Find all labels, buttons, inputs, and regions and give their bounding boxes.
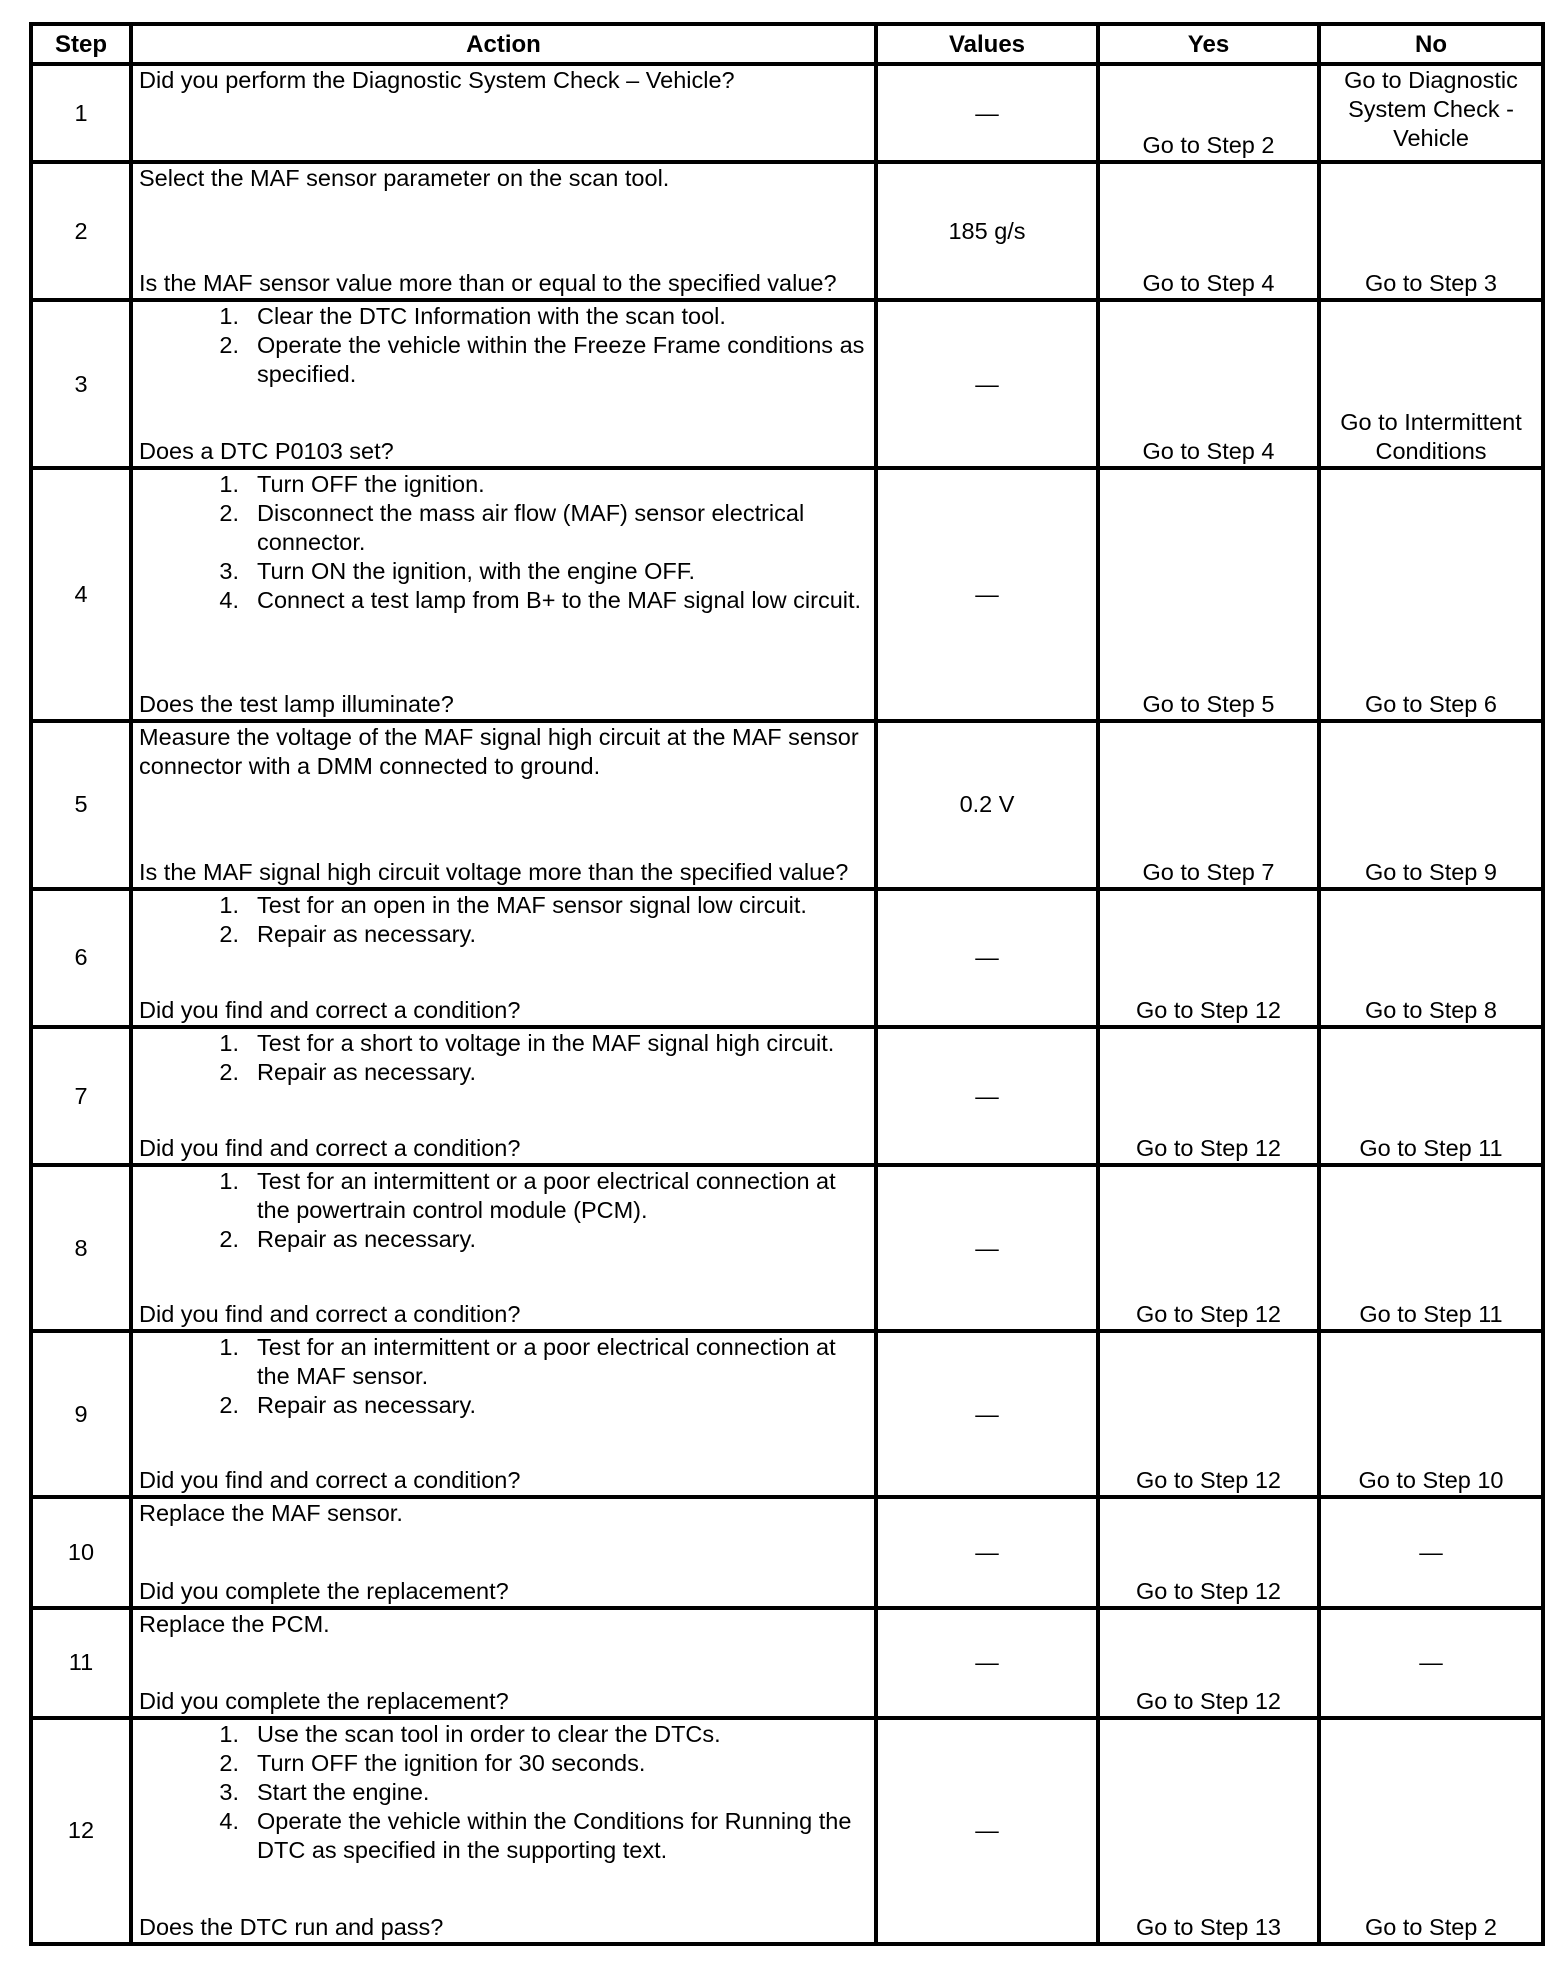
action-content <box>139 1167 868 1329</box>
action-cell <box>131 1331 876 1497</box>
list-number: 4. <box>219 1807 239 1834</box>
value-cell: — <box>876 300 1098 468</box>
list-number: 3. <box>219 558 239 585</box>
action-list-item <box>139 1749 868 1778</box>
step-number: 5 <box>31 721 131 889</box>
action-question: Did you complete the replacement? <box>139 1687 509 1714</box>
table-row <box>31 64 1543 162</box>
yes-cell: Go to Step 7 <box>1098 721 1319 889</box>
action-list <box>139 470 868 615</box>
list-text: Repair as necessary. <box>257 1392 476 1419</box>
yes-cell: Go to Step 5 <box>1098 468 1319 720</box>
table-row <box>31 889 1543 1027</box>
action-content <box>139 1333 868 1495</box>
yes-cell: Go to Step 12 <box>1098 1027 1319 1165</box>
table-row <box>31 468 1543 720</box>
no-cell: Go to Diagnostic System Check - Vehicle <box>1319 64 1543 162</box>
action-list <box>139 1720 868 1865</box>
action-cell <box>131 300 876 468</box>
table-row <box>31 1331 1543 1497</box>
list-text: Test for a short to voltage in the MAF signal high circuit. <box>257 1029 835 1056</box>
action-cell <box>131 162 876 300</box>
step-number: 12 <box>31 1718 131 1944</box>
action-intro: Select the MAF sensor parameter on the scan tool. <box>139 165 670 192</box>
action-content <box>139 66 868 160</box>
action-list <box>139 1333 868 1420</box>
table-row <box>31 1027 1543 1165</box>
no-cell: Go to Step 8 <box>1319 889 1543 1027</box>
no-cell: — <box>1319 1497 1543 1607</box>
value-cell: — <box>876 1027 1098 1165</box>
list-text: Test for an intermittent or a poor electrical connection at the powertrain control module (PCM). <box>257 1168 836 1224</box>
action-question: Did you find and correct a condition? <box>139 1301 521 1328</box>
action-list-item <box>139 1778 868 1807</box>
list-text: Operate the vehicle within the Conditions for Running the DTC as specified in the supporting text. <box>257 1807 852 1863</box>
value-cell: — <box>876 1718 1098 1944</box>
step-number: 2 <box>31 162 131 300</box>
action-question: Is the MAF signal high circuit voltage more than the specified value? <box>139 858 849 885</box>
step-number: 9 <box>31 1331 131 1497</box>
action-question: Does the test lamp illuminate? <box>139 690 454 717</box>
action-list-item <box>139 1029 868 1058</box>
action-cell <box>131 64 876 162</box>
list-text: Use the scan tool in order to clear the DTCs. <box>257 1720 721 1747</box>
action-top <box>139 66 868 95</box>
table-row <box>31 1165 1543 1331</box>
action-top <box>139 1610 868 1639</box>
header-step: Step <box>31 24 131 64</box>
value-cell: — <box>876 468 1098 720</box>
header-yes: Yes <box>1098 24 1319 64</box>
action-question: Did you complete the replacement? <box>139 1577 509 1604</box>
action-cell <box>131 1718 876 1944</box>
action-content <box>139 1029 868 1163</box>
no-cell: — <box>1319 1608 1543 1718</box>
action-top <box>139 1720 868 1865</box>
list-text: Repair as necessary. <box>257 920 476 947</box>
value-cell: — <box>876 64 1098 162</box>
step-number: 10 <box>31 1497 131 1607</box>
action-list <box>139 302 868 389</box>
action-list-item <box>139 557 868 586</box>
no-cell: Go to Intermittent Conditions <box>1319 300 1543 468</box>
action-list-item <box>139 586 868 615</box>
action-list-item <box>139 1167 868 1225</box>
list-number: 1. <box>219 1168 239 1195</box>
list-text: Start the engine. <box>257 1778 430 1805</box>
action-list <box>139 1167 868 1254</box>
list-number: 2. <box>219 500 239 527</box>
step-number: 6 <box>31 889 131 1027</box>
action-list-item <box>139 331 868 389</box>
action-list-item <box>139 891 868 920</box>
action-list <box>139 891 868 949</box>
list-number: 2. <box>219 1058 239 1085</box>
action-cell <box>131 1608 876 1718</box>
value-cell: 185 g/s <box>876 162 1098 300</box>
list-number: 2. <box>219 1226 239 1253</box>
no-cell: Go to Step 9 <box>1319 721 1543 889</box>
no-cell: Go to Step 11 <box>1319 1027 1543 1165</box>
list-number: 2. <box>219 920 239 947</box>
action-content <box>139 470 868 718</box>
action-top <box>139 470 868 615</box>
no-cell: Go to Step 10 <box>1319 1331 1543 1497</box>
list-number: 1. <box>219 1334 239 1361</box>
action-question: Does a DTC P0103 set? <box>139 438 394 465</box>
list-number: 2. <box>219 1749 239 1776</box>
list-text: Test for an intermittent or a poor electrical connection at the MAF sensor. <box>257 1334 836 1390</box>
step-number: 11 <box>31 1608 131 1718</box>
action-intro: Measure the voltage of the MAF signal high circuit at the MAF sensor connector with a DMM connected to ground. <box>139 723 859 779</box>
list-number: 2. <box>219 332 239 359</box>
yes-cell: Go to Step 12 <box>1098 1165 1319 1331</box>
action-list-item <box>139 499 868 557</box>
value-cell: — <box>876 1331 1098 1497</box>
action-list-item <box>139 920 868 949</box>
action-list-item <box>139 1225 868 1254</box>
action-list-item <box>139 1720 868 1749</box>
list-number: 4. <box>219 587 239 614</box>
action-content <box>139 164 868 298</box>
table-row <box>31 162 1543 300</box>
list-number: 1. <box>219 1720 239 1747</box>
step-number: 1 <box>31 64 131 162</box>
action-list-item <box>139 1391 868 1420</box>
action-cell <box>131 468 876 720</box>
step-number: 8 <box>31 1165 131 1331</box>
table-row <box>31 300 1543 468</box>
action-list-item <box>139 470 868 499</box>
action-top <box>139 164 868 193</box>
list-number: 1. <box>219 1029 239 1056</box>
action-content <box>139 1610 868 1716</box>
list-text: Repair as necessary. <box>257 1058 476 1085</box>
yes-cell: Go to Step 12 <box>1098 1331 1319 1497</box>
list-text: Turn OFF the ignition for 30 seconds. <box>257 1749 646 1776</box>
value-cell: 0.2 V <box>876 721 1098 889</box>
action-top <box>139 723 868 781</box>
action-question: Did you find and correct a condition? <box>139 1135 521 1162</box>
table-row <box>31 1497 1543 1607</box>
action-list-item <box>139 1333 868 1391</box>
no-cell: Go to Step 6 <box>1319 468 1543 720</box>
value-cell: — <box>876 1497 1098 1607</box>
list-text: Connect a test lamp from B+ to the MAF signal low circuit. <box>257 587 862 614</box>
header-action: Action <box>131 24 876 64</box>
list-text: Repair as necessary. <box>257 1226 476 1253</box>
diagnostic-table <box>29 22 1545 1946</box>
yes-cell: Go to Step 12 <box>1098 1497 1319 1607</box>
no-cell: Go to Step 2 <box>1319 1718 1543 1944</box>
step-number: 3 <box>31 300 131 468</box>
table-row <box>31 1718 1543 1944</box>
list-text: Turn OFF the ignition. <box>257 471 485 498</box>
list-text: Turn ON the ignition, with the engine OFF. <box>257 558 696 585</box>
action-cell <box>131 1497 876 1607</box>
action-question: Does the DTC run and pass? <box>139 1914 444 1940</box>
action-top <box>139 1029 868 1087</box>
action-top <box>139 1333 868 1420</box>
action-top <box>139 1499 868 1528</box>
step-number: 4 <box>31 468 131 720</box>
action-cell <box>131 889 876 1027</box>
action-question: Is the MAF sensor value more than or equal to the specified value? <box>139 270 837 297</box>
value-cell: — <box>876 1608 1098 1718</box>
yes-cell: Go to Step 12 <box>1098 889 1319 1027</box>
action-cell <box>131 1027 876 1165</box>
no-cell: Go to Step 3 <box>1319 162 1543 300</box>
list-number: 2. <box>219 1392 239 1419</box>
action-top <box>139 302 868 389</box>
value-cell: — <box>876 889 1098 1027</box>
yes-cell: Go to Step 4 <box>1098 300 1319 468</box>
yes-cell: Go to Step 4 <box>1098 162 1319 300</box>
table-row <box>31 1608 1543 1718</box>
action-content <box>139 1720 868 1942</box>
value-cell: — <box>876 1165 1098 1331</box>
action-list <box>139 1029 868 1087</box>
header-values: Values <box>876 24 1098 64</box>
action-top <box>139 891 868 949</box>
action-question: Did you find and correct a condition? <box>139 996 521 1023</box>
list-text: Operate the vehicle within the Freeze Frame conditions as specified. <box>257 332 865 388</box>
table-row <box>31 721 1543 889</box>
action-intro: Replace the PCM. <box>139 1610 330 1637</box>
list-number: 1. <box>219 303 239 330</box>
action-top <box>139 1167 868 1254</box>
action-content <box>139 891 868 1025</box>
yes-cell: Go to Step 13 <box>1098 1718 1319 1944</box>
list-text: Disconnect the mass air flow (MAF) sensor electrical connector. <box>257 500 805 556</box>
list-number: 1. <box>219 891 239 918</box>
action-question: Did you find and correct a condition? <box>139 1467 521 1494</box>
header-row <box>31 24 1543 64</box>
action-intro: Did you perform the Diagnostic System Check – Vehicle? <box>139 67 735 93</box>
yes-cell: Go to Step 2 <box>1098 64 1319 162</box>
header-no: No <box>1319 24 1543 64</box>
action-list-item <box>139 1058 868 1087</box>
list-text: Clear the DTC Information with the scan tool. <box>257 303 726 330</box>
action-intro: Replace the MAF sensor. <box>139 1500 403 1527</box>
action-content <box>139 302 868 466</box>
action-content <box>139 1499 868 1605</box>
action-cell <box>131 721 876 889</box>
no-cell: Go to Step 11 <box>1319 1165 1543 1331</box>
list-text: Test for an open in the MAF sensor signal low circuit. <box>257 891 807 918</box>
action-list-item <box>139 302 868 331</box>
action-cell <box>131 1165 876 1331</box>
yes-cell: Go to Step 12 <box>1098 1608 1319 1718</box>
list-number: 1. <box>219 471 239 498</box>
action-content <box>139 723 868 887</box>
step-number: 7 <box>31 1027 131 1165</box>
action-list-item <box>139 1807 868 1865</box>
list-number: 3. <box>219 1778 239 1805</box>
